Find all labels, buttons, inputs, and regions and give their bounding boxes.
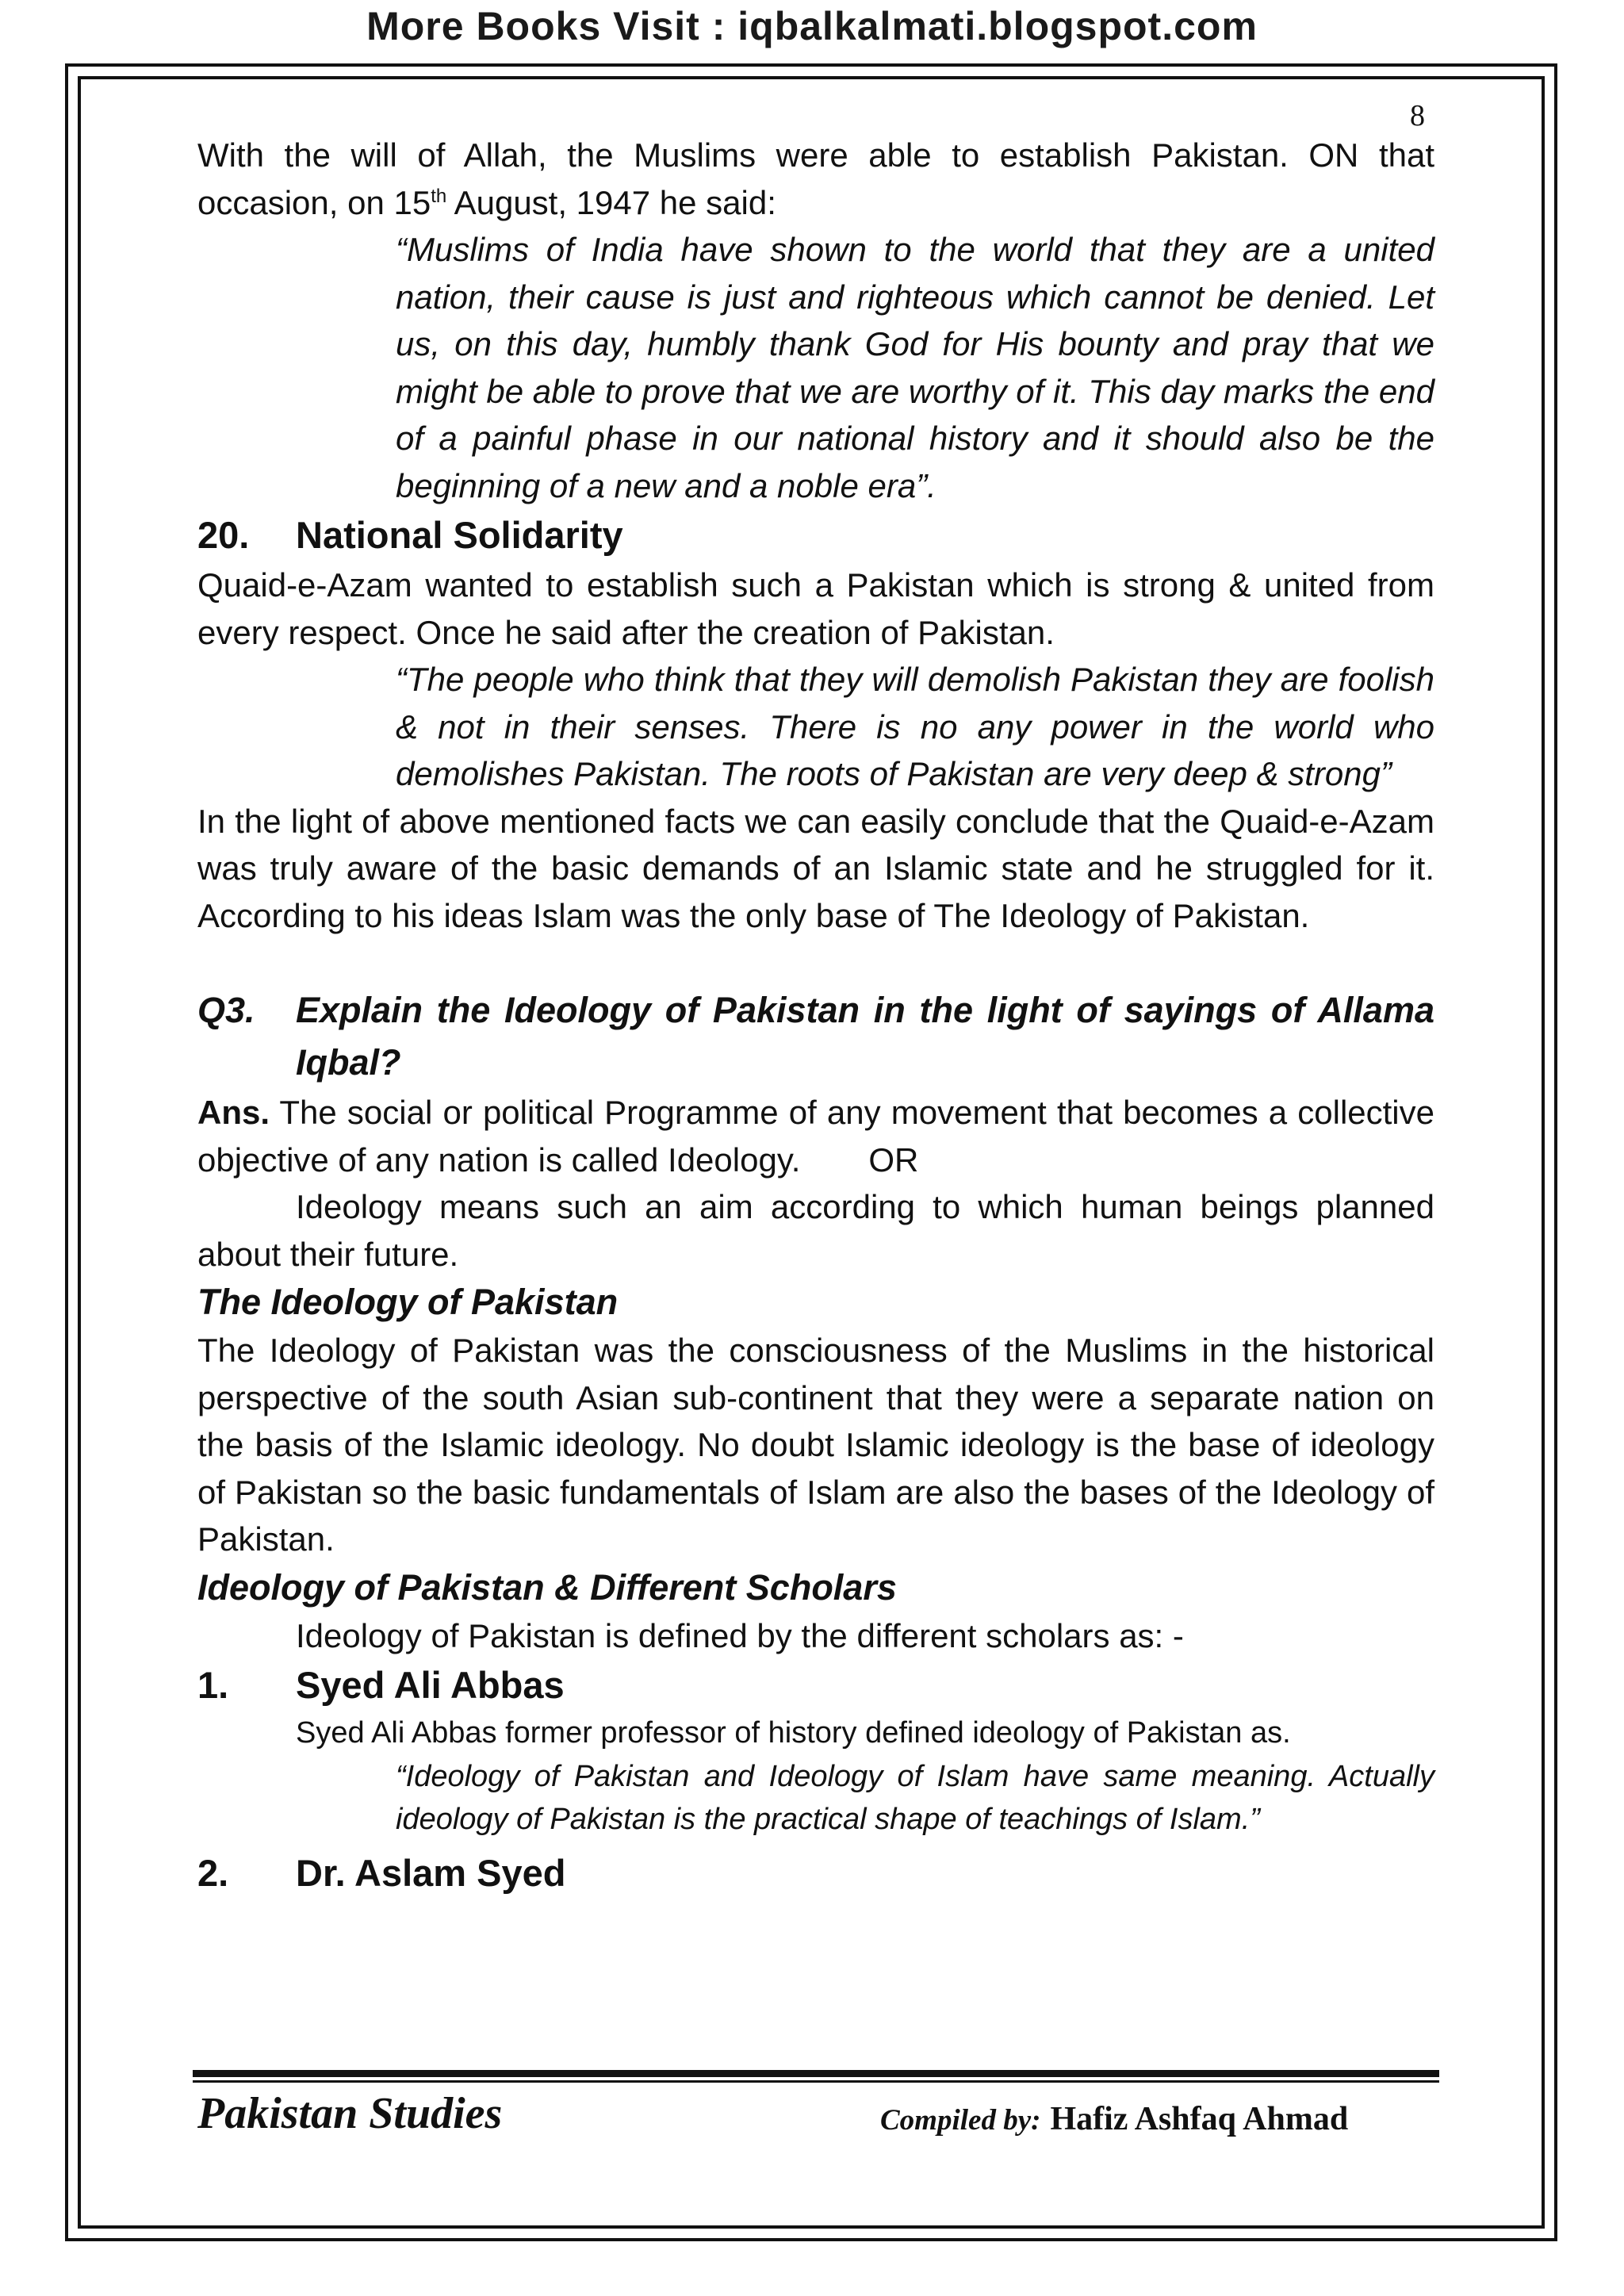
page-content — [197, 132, 1434, 1899]
compiled-by-label: Compiled by: — [880, 2104, 1041, 2137]
answer-label: Ans. — [197, 1094, 270, 1131]
footer-rule-thin — [193, 2080, 1439, 2083]
answer-paragraph-2: Ideology means such an aim according to which human beings planned about their future. — [197, 1188, 1434, 1273]
scholar-name: Dr. Aslam Syed — [296, 1852, 566, 1894]
conclusion-paragraph: In the light of above mentioned facts we can easily conclude that the Quaid-e-Azam was truly aware of the basic demands of an Islamic state and he struggled for it. According to his ideas Islam was the only base of The Ideology of Pakistan. — [197, 802, 1434, 934]
scholar-number: 2. — [197, 1852, 229, 1894]
scholar-heading-aslam-syed — [197, 1847, 1434, 1899]
scholar-name: Syed Ali Abbas — [296, 1664, 565, 1706]
intro-text-end: August, 1947 he said: — [446, 183, 776, 221]
scholar-description: Syed Ali Abbas former professor of history defined ideology of Pakistan as. — [296, 1716, 1291, 1750]
compiler-name: Hafiz Ashfaq Ahmad — [1050, 2101, 1349, 2137]
ideology-paragraph: The Ideology of Pakistan was the consciousness of the Muslims in the historical perspective of the south Asian sub-continent that they were a separate nation on the basis of the Islamic ideology. No doubt Islamic ideology is the base of ideology of Pakistan so the basic fundamentals of Islam are also the bases of the Ideology of Pakistan. — [197, 1332, 1434, 1558]
independence-quote: “Muslims of India have shown to the world that they are a united nation, their cause is just and righteous which cannot be denied. Let us, on this day, humbly thank God for His bounty and pray that we might be able to prove that we are worthy of it. This day marks the end of a painful phase in our national history and it should also be the beginning of a new and a noble era”. — [396, 231, 1434, 504]
footer-book-title: Pakistan Studies — [197, 2089, 503, 2138]
page-number: 8 — [1410, 99, 1425, 132]
question-text: Explain the Ideology of Pakistan in the light of sayings of Allama Iqbal? — [296, 990, 1434, 1083]
solidarity-paragraph: Quaid-e-Azam wanted to establish such a Pakistan which is strong & united from every respect. Once he said after the creation of Pakistan. — [197, 566, 1434, 651]
section-title: National Solidarity — [296, 514, 623, 556]
site-banner: More Books Visit : iqbalkalmati.blogspot.com — [366, 4, 1258, 48]
answer-paragraph — [197, 1089, 1434, 1183]
intro-text: With the will of Allah, the Muslims were able to establish Pakistan. ON that occasion, on 15 — [197, 136, 1434, 221]
intro-paragraph — [197, 132, 1434, 226]
scholars-heading: Ideology of Pakistan & Different Scholars — [197, 1566, 897, 1608]
ideology-heading: The Ideology of Pakistan — [197, 1282, 619, 1322]
question-q3 — [197, 984, 1434, 1089]
scholar-quote: “Ideology of Pakistan and Ideology of Islam have same meaning. Actually ideology of Pakistan is the practical shape of teachings of Islam.” — [396, 1760, 1434, 1836]
footer-rule-thick — [193, 2070, 1439, 2077]
section-number: 20. — [197, 514, 250, 556]
solidarity-quote: “The people who think that they will demolish Pakistan they are foolish & not in their senses. There is no any power in the world who demolishes Pakistan. The roots of Pakistan are very deep & strong” — [396, 661, 1434, 792]
scholar-number: 1. — [197, 1664, 229, 1706]
scholars-intro: Ideology of Pakistan is defined by the different scholars as: - — [296, 1616, 1184, 1654]
question-number: Q3. — [197, 990, 255, 1030]
answer-text: The social or political Programme of any movement that becomes a collective objective of any nation is called Ideology. — [197, 1094, 1434, 1179]
section-heading-national-solidarity — [197, 509, 1434, 562]
footer-credit — [880, 2100, 1348, 2138]
or-text: OR — [868, 1140, 919, 1179]
ordinal-suffix: th — [431, 185, 447, 207]
scholar-heading-ali-abbas — [197, 1659, 1434, 1711]
